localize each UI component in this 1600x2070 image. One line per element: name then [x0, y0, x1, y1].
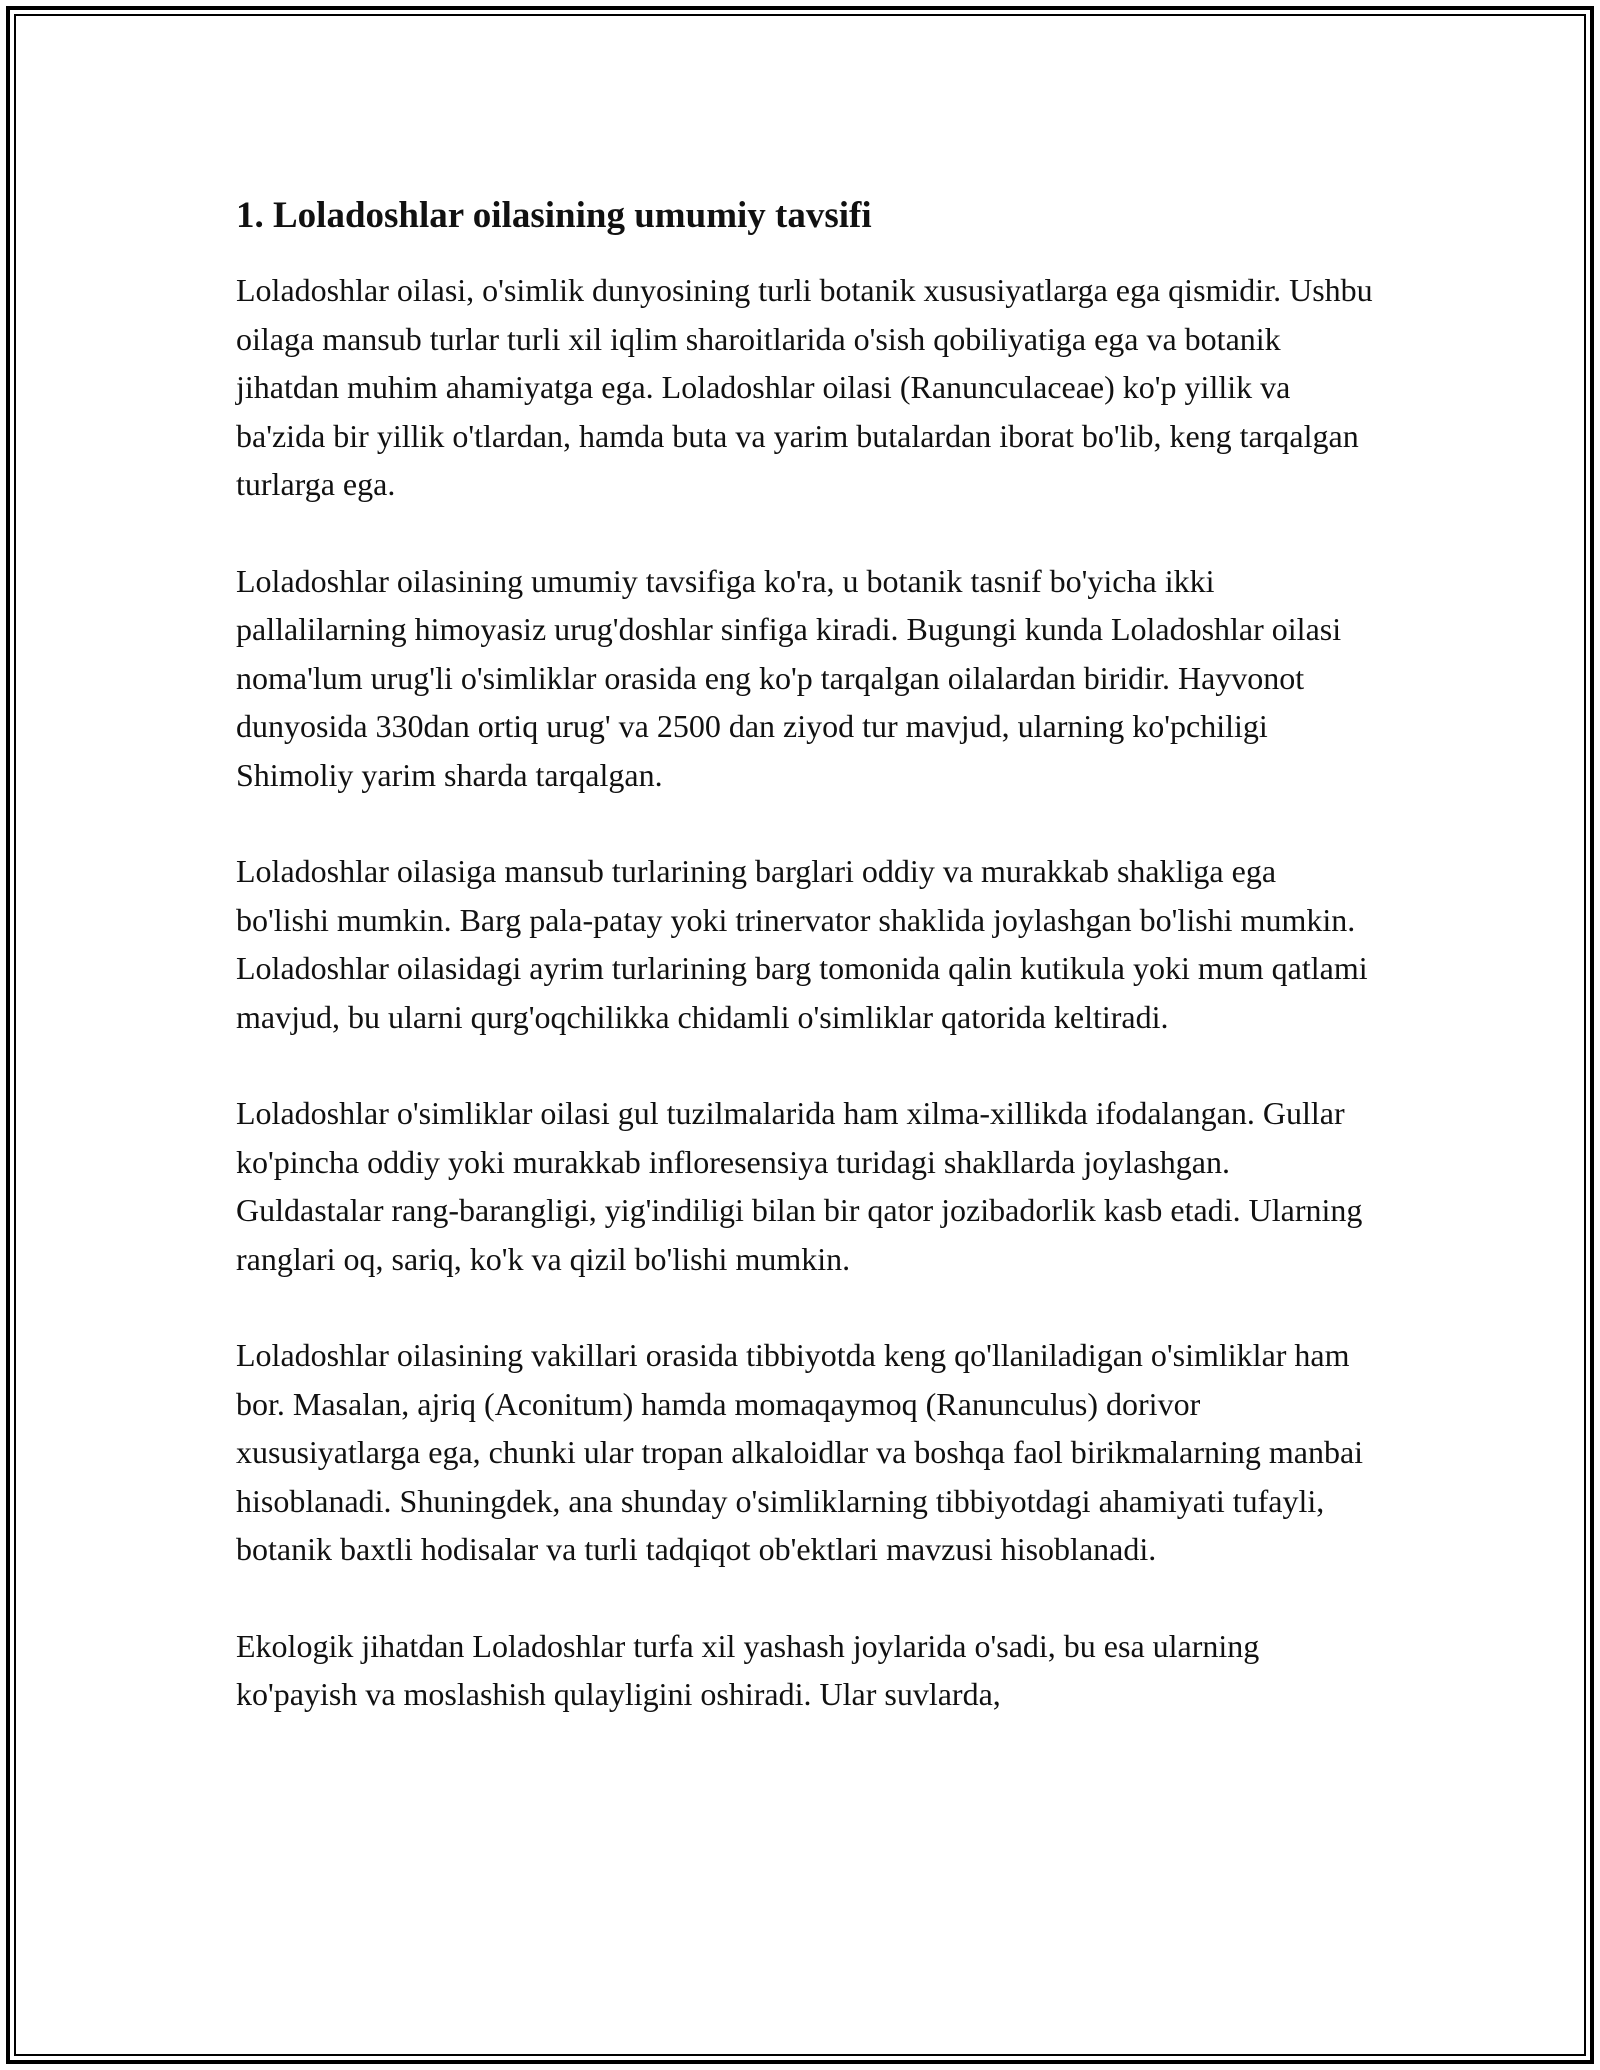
paragraph-2: Loladoshlar oilasining umumiy tavsifiga ko'ra, u botanik tasnif bo'yicha ikki pallalilarning himoyasiz urug'doshlar sinfiga kiradi. Bugungi kunda Loladoshlar oilasi noma'lum urug'li o'simliklar orasida eng ko'p tarqalgan oilalardan biridir. Hayvonot dunyosida 330dan ortiq urug' va 2500 dan ziyod tur mavjud, ularning ko'pchiligi Shimoliy yarim sharda tarqalgan. [236, 562, 1342, 793]
paragraph-6: Ekologik jihatdan Loladoshlar turfa xil yashash joylarida o'sadi, bu esa ularning ko'payish va moslashish qulayligini oshiradi. Ular suvlarda, [236, 1627, 1260, 1712]
section-heading: 1. Loladoshlar oilasining umumiy tavsifi [236, 195, 872, 236]
paragraph-3: Loladoshlar oilasiga mansub turlarining barglari oddiy va murakkab shakliga ega bo'lishi mumkin. Barg pala-patay yoki trinervator shaklida joylashgan bo'lishi mumkin. Loladoshlar oilasidagi ayrim turlarining barg tomonida qalin kutikula yoki mum qatlami mavjud, bu ularni qurg'oqchilikka chidamli o'simliklar qatorida keltiradi. [236, 853, 1368, 1035]
paragraph-5: Loladoshlar oilasining vakillari orasida tibbiyotda keng qo'llaniladigan o'simliklar ham bor. Masalan, ajriq (Aconitum) hamda momaqaymoq (Ranunculus) dorivor xususiyatlarga ega, chunki ular tropan alkaloidlar va boshqa faol birikmalarning manbai hisoblanadi. Shuningdek, ana shunday o'simliklarning tibbiyotdagi ahamiyati tufayli, botanik baxtli hodisalar va turli tadqiqot ob'ektlari mavzusi hisoblanadi. [236, 1337, 1364, 1567]
paragraph-1: Loladoshlar oilasi, o'simlik dunyosining turli botanik xususiyatlarga ega qismidir. Ushbu oilaga mansub turlar turli xil iqlim sharoitlarida o'sish qobiliyatiga ega va botanik jihatdan muhim ahamiyatga ega. Loladoshlar oilasi (Ranunculaceae) ko'p yillik va ba'zida bir yillik o'tlardan, hamda buta va yarim butalardan iborat bo'lib, keng tarqalgan turlarga ega. [236, 272, 1373, 502]
document-body [236, 188, 1376, 1767]
paragraph-4: Loladoshlar o'simliklar oilasi gul tuzilmalarida ham xilma-xillikda ifodalangan. Gullar ko'pincha oddiy yoki murakkab infloresensiya turidagi shakllarda joylashgan. Guldastalar rang-barangligi, yig'indiligi bilan bir qator jozibadorlik kasb etadi. Ularning ranglari oq, sariq, ko'k va qizil bo'lishi mumkin. [236, 1095, 1363, 1277]
